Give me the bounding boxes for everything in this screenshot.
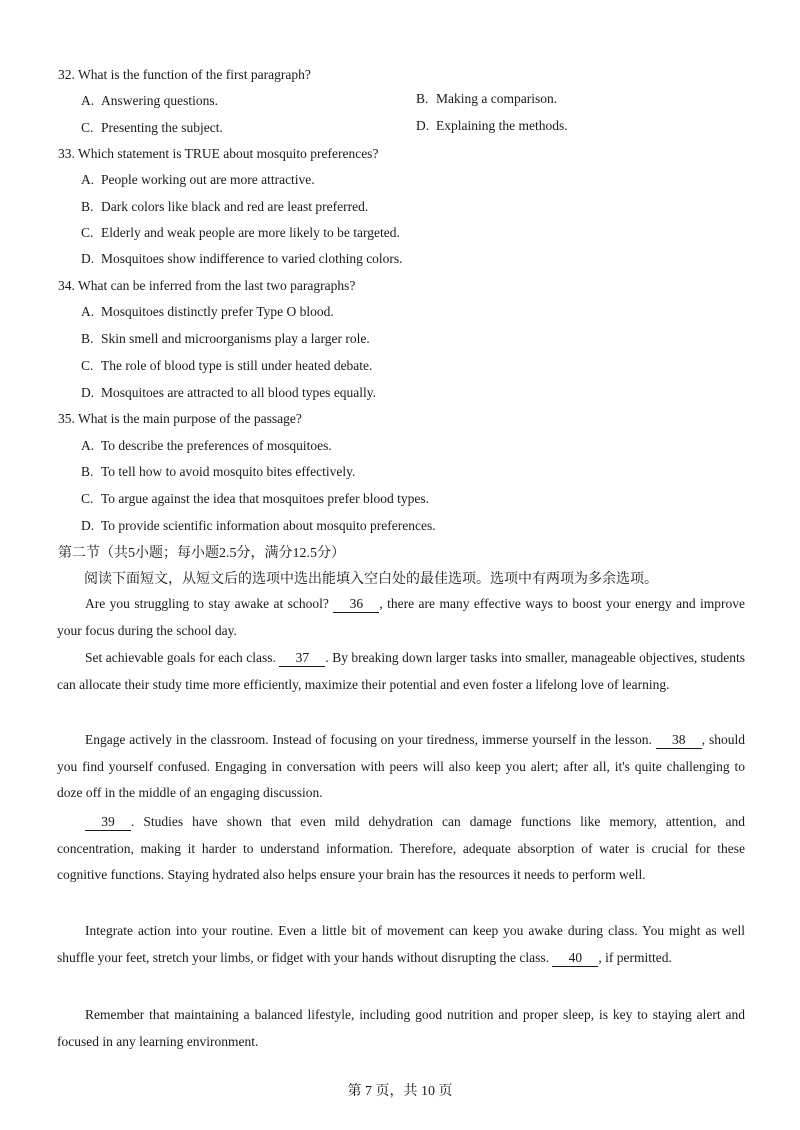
- passage-paragraph-4: 39 . Studies have shown that even mild dehydration can damage functions like memory, attention, and concentration, making it harder to understand information. Therefore, adequate absorption of water is crucial for these cognitive functions. Staying hydrated also helps ensure your brain has the resources it needs to perform well.: [57, 814, 745, 883]
- option-35b[interactable]: B. To tell how to avoid mosquito bites effectively.: [81, 464, 356, 479]
- option-33c[interactable]: C. Elderly and weak people are more likely to be targeted.: [81, 225, 400, 240]
- option-32d[interactable]: D. Explaining the methods.: [416, 118, 568, 133]
- question-number: 32.: [58, 67, 75, 82]
- page-footer: 第 7 页，共 10 页: [347, 1084, 453, 1099]
- option-33a[interactable]: A. People working out are more attractive.: [81, 172, 315, 187]
- option-33d[interactable]: D. Mosquitoes show indifference to varied clothing colors.: [81, 251, 403, 266]
- option-32b[interactable]: B. Making a comparison.: [416, 91, 558, 106]
- blank-39[interactable]: 39: [85, 814, 131, 831]
- question-33: [58, 146, 378, 162]
- question-stem: What can be inferred from the last two paragraphs?: [78, 278, 356, 293]
- option-35d[interactable]: D. To provide scientific information about mosquito preferences.: [81, 518, 436, 533]
- passage-paragraph-2: Set achievable goals for each class. 37 . By breaking down larger tasks into smaller, manageable objectives, students can allocate their study time more efficiently, maximize their potential and even foster a lifelong love of learning.: [57, 650, 746, 692]
- passage-paragraph-1: Are you struggling to stay awake at school? 36 , there are many effective ways to boost your energy and improve your focus during the school day.: [57, 596, 745, 638]
- question-34: [58, 278, 355, 294]
- option-34c[interactable]: C. The role of blood type is still under heated debate.: [81, 358, 373, 373]
- option-35a[interactable]: A. To describe the preferences of mosquitoes.: [81, 438, 332, 453]
- option-32c[interactable]: C. Presenting the subject.: [81, 120, 223, 135]
- option-34d[interactable]: D. Mosquitoes are attracted to all blood types equally.: [81, 385, 377, 400]
- option-33b[interactable]: B. Dark colors like black and red are least preferred.: [81, 199, 369, 214]
- passage-paragraph-5: Integrate action into your routine. Even a little bit of movement can keep you awake during class. You might as well shuffle your feet, stretch your limbs, or fidget with your hands without disrupting the class. 40 , if permitted.: [57, 923, 745, 965]
- question-35: [58, 411, 302, 427]
- blank-40[interactable]: 40: [552, 950, 598, 967]
- blank-38[interactable]: 38: [656, 732, 702, 749]
- section-instruction: 阅读下面短文，从短文后的选项中选出能填入空白处的最佳选项。选项中有两项为多余选项。: [84, 572, 658, 587]
- question-number: 35.: [58, 411, 75, 426]
- question-stem: Which statement is TRUE about mosquito preferences?: [78, 146, 379, 161]
- question-number: 34.: [58, 278, 75, 293]
- blank-37[interactable]: 37: [279, 650, 325, 667]
- option-32a[interactable]: A. Answering questions.: [81, 93, 218, 108]
- option-34a[interactable]: A. Mosquitoes distinctly prefer Type O blood.: [81, 304, 334, 319]
- passage-paragraph-3: Engage actively in the classroom. Instead of focusing on your tiredness, immerse yourself in the lesson. 38 , should you find yourself confused. Engaging in conversation with peers will also keep you alert; after all, it's quite challenging to doze off in the middle of an engaging discussion.: [57, 732, 745, 801]
- question-stem: What is the main purpose of the passage?: [78, 411, 302, 426]
- section-heading: 第二节（共5小题；每小题2.5分，满分12.5分）: [58, 546, 345, 561]
- passage-paragraph-6: Remember that maintaining a balanced lifestyle, including good nutrition and proper sleep, is key to staying alert and focused in any learning environment.: [57, 1007, 745, 1049]
- blank-36[interactable]: 36: [333, 596, 379, 613]
- question-number: 33.: [58, 146, 75, 161]
- option-35c[interactable]: C. To argue against the idea that mosquitoes prefer blood types.: [81, 491, 429, 506]
- question-32: [58, 67, 311, 83]
- question-stem: What is the function of the first paragraph?: [78, 67, 311, 82]
- option-34b[interactable]: B. Skin smell and microorganisms play a larger role.: [81, 331, 370, 346]
